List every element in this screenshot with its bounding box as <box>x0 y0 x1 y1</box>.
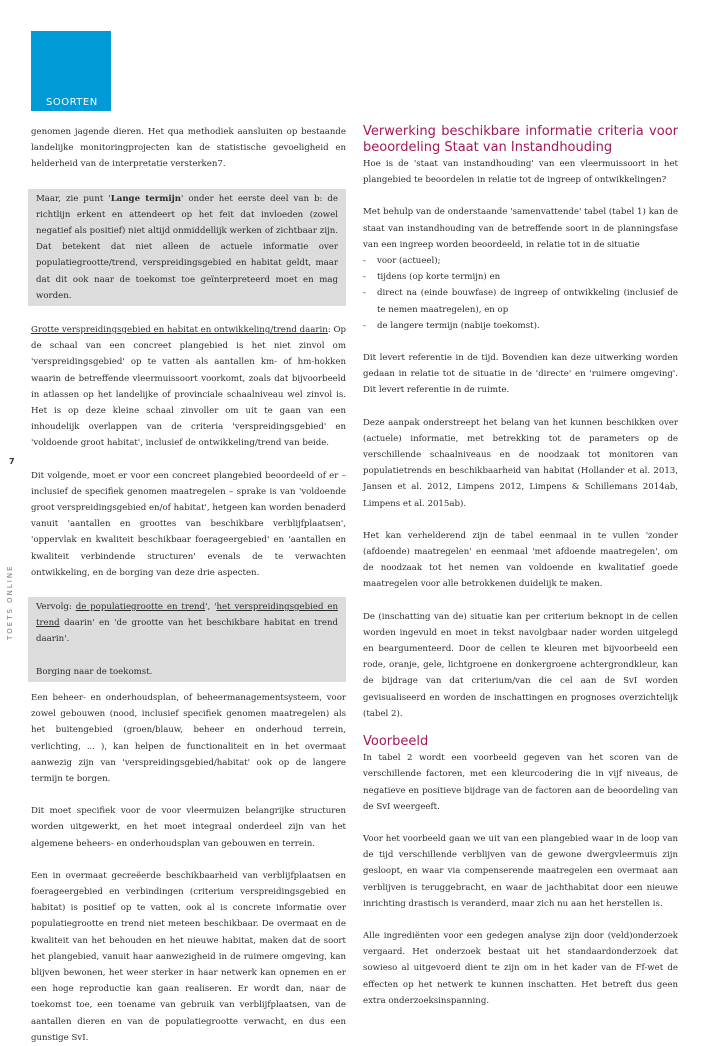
paragraph: Alle ingrediënten voor een gedegen analyse zijn door (veld)onderzoek vergaard. Het onderzoek bestaat uit het standaardonderzoek dat sowieso al uitgevoerd dient te zijn om in het kader van de Ff-wet de effecten op het netwerk te kunnen inschatten. Het betreft dus geen extra onderzoeksinspanning. <box>363 930 678 1006</box>
list-item: - de langere termijn (nabije toekomst). <box>363 318 678 334</box>
callout-text: Borging naar de toekomst. <box>36 666 153 677</box>
paragraph: Dit volgende, moet er voor een concreet plangebied beoordeeld of er – inclusief de specifiek genomen maatregelen – sprake is van 'voldoende groot verspreidingsgebied en/of habitat', hetgeen kan worden benaderd vanuit 'aantallen en groottes van beschikbare verblijfplaatsen', 'oppervlak en kwaliteit beschikbaar foerageergebied' en 'aantallen en kwaliteit verbindende structuren' evenals de te verwachten ontwikkeling, en de borging van deze drie aspecten. <box>31 470 346 578</box>
paragraph: Grotte verspreidingsgebied en habitat en ontwikkeling/trend daarin: Op de schaal van een concreet plangebied is het niet zinvol om 'verspreidingsgebied' op te vatten als aantallen km- of hm-hokken waarin de betreffende vleermuissoort voorkomt, zoals dat bijvoorbeeld in atlassen op het landelijke of provinciale schaalniveau wel zinvol is. Het is op deze kleine schaal zinvoller om uit te gaan van een inhoudelijk overlappen van de criteria 'verspreidingsgebied' en 'voldoende groot habitat', inclusief de ontwikkeling/trend van beide. <box>31 325 346 449</box>
side-label: TOETS ONLINE <box>6 564 14 640</box>
paragraph: Een beheer- en onderhoudsplan, of beheermanagementsysteem, voor zowel gebouwen (nood, inclusief specifiek genomen maatregelen) als het buitengebied (groen/blauw, beheer en onderhoud terrein, verlichting, ... ), kan helpen de functionaliteit en in het overmaat aanwezig zijn van 'verspreidingsgebied/habitat' ook op de langere termijn te borgen. <box>31 692 346 784</box>
section-heading: Verwerking beschikbare informatie criteria voor beoordeling Staat van Instandhouding <box>363 124 678 155</box>
paragraph: Dit moet specifiek voor de voor vleermuizen belangrijke structuren worden uitgewerkt, en het moet integraal onderdeel zijn van het algemene beheers- en onderhoudsplan van gebouwen en terrein. <box>31 806 346 849</box>
paragraph: Met behulp van de onderstaande 'samenvattende' tabel (tabel 1) kan de staat van instandhouding van de betreffende soort in de planningsfase van een ingreep worden beoordeeld, in relatie tot in de situatie <box>363 207 678 250</box>
section-label: SOORTEN <box>46 97 98 108</box>
paragraph: In tabel 2 wordt een voorbeeld gegeven van het scoren van de verschillende factoren, met een kleurcodering die in vijf niveaus, de negatieve en positieve bijdrage van de factoren aan de beoordeling van de SvI weergeeft. <box>363 753 678 812</box>
paragraph: De (inschatting van de) situatie kan per criterium beknopt in de cellen worden ingevuld en moet in tekst navolgbaar nader worden uitgelegd en beargumenteerd. Door de cellen te kleuren met bijvoorbeeld een rode, oranje, gele, lichtgroene en donkergroene achtergrondkleur, kan de bijdrage van dat criterium/van die cel aan de SvI worden gevisualiseerd en worden de inschattingen en prognoses overzichtelijk (tabel 2). <box>363 611 678 719</box>
list-item: - voor (actueel); <box>363 253 678 269</box>
paragraph: genomen jagende dieren. Het qua methodiek aansluiten op bestaande landelijke monitoringprojecten kan de statistische gevoeligheid en helderheid van de interpretatie versterken7. <box>31 127 346 170</box>
callout-bold: Lange termijn <box>110 193 181 204</box>
list-item: - direct na (einde bouwfase) de ingreep of ontwikkeling (inclusief de te nemen maatregelen), en op <box>363 285 678 317</box>
callout-text: Vervolg: de populatiegrootte en trend', 'het verspreidingsgebied en trend daarin' en 'de grootte van het beschikbare habitat en trend daarin'. <box>36 602 338 645</box>
list-item: - tijdens (op korte termijn) en <box>363 269 678 285</box>
right-column <box>363 124 678 1009</box>
callout-text: Maar, zie punt 'Lange termijn' onder het eerste deel van b: de richtlijn erkent en attendeert op het feit dat invloeden (zowel negatief als positief) niet altijd onmiddellijk werken of zichtbaar zijn. Dat betekent dat niet alleen de actuele informatie over populatiegrootte/trend, verspreidingsgebied en habitat geldt, maar dat dit ook naar de toekomst toe geïnterpreteerd moet en mag worden. <box>36 193 338 301</box>
paragraph: Deze aanpak onderstreept het belang van het kunnen beschikken over (actuele) informatie, met betrekking tot de parameters op de verschillende schaalniveaus en de noodzaak tot monitoren van populatietrends en beschikbaarheid van habitat (Hollander et al. 2013, Jansen et al. 2012, Limpens 2012, Limpens & Schillemans 2014ab, Limpens et al. 2015ab). <box>363 417 678 509</box>
callout-box <box>28 597 346 682</box>
bullet-list <box>363 253 678 334</box>
section-heading: Voorbeeld <box>363 734 429 750</box>
page-number: 7 <box>9 457 15 466</box>
paragraph: Voor het voorbeeld gaan we uit van een plangebied waar in de loop van de tijd verschillende verblijven van de gewone dwergvleermuis zijn gesloopt, en waar via compenserende maatregelen een overmaat aan verblijven is teruggebracht, en waar de jachthabitat door een nieuwe inrichting drastisch is veranderd, maar zich nu aan het herstellen is. <box>363 833 678 909</box>
underlined-heading: Grotte verspreidingsgebied en habitat en ontwikkeling/trend daarin <box>31 325 328 336</box>
paragraph: Hoe is de 'staat van instandhouding' van een vleermuissoort in het plangebied te beoordelen in relatie tot de ingreep of ontwikkelingen? <box>363 159 678 186</box>
callout-box <box>28 189 346 306</box>
paragraph: Dit levert referentie in de tijd. Bovendien kan deze uitwerking worden gedaan in relatie tot de situatie in de 'directe' en 'ruimere omgeving'. Dit levert referentie in de ruimte. <box>363 353 678 396</box>
paragraph: Het kan verhelderend zijn de tabel eenmaal in te vullen 'zonder (afdoende) maatregelen' en eenmaal 'met afdoende maatregelen', om de noodzaak tot het nemen van voldoende en kwalitatief goede maatregelen voor alle betrokkenen duidelijk te maken. <box>363 530 678 590</box>
left-column <box>31 124 346 1046</box>
paragraph: Een in overmaat gecreëerde beschikbaarheid van verblijfplaatsen en foerageergebied en verbindingen (criterium verspreidingsgebied en habitat) is positief op te vatten, ook al is concrete informatie over populatiegrootte en trend niet meteen beschikbaar. De overmaat en de kwaliteit van het behouden en het nieuwe habitat, maken dat de soort het plangebied, vanuit haar aanwezigheid in de ruimere omgeving, kan blijven bewonen, het weer sterker in haar netwerk kan opnemen en er een hoge reproductie kan gaan realiseren. Er wordt dan, naar de toekomst toe, een toename van gebruik van verblijfplaatsen, van de aantallen dieren en van de populatiegrootte verwacht, en dus een gunstige SvI. <box>31 870 346 1043</box>
